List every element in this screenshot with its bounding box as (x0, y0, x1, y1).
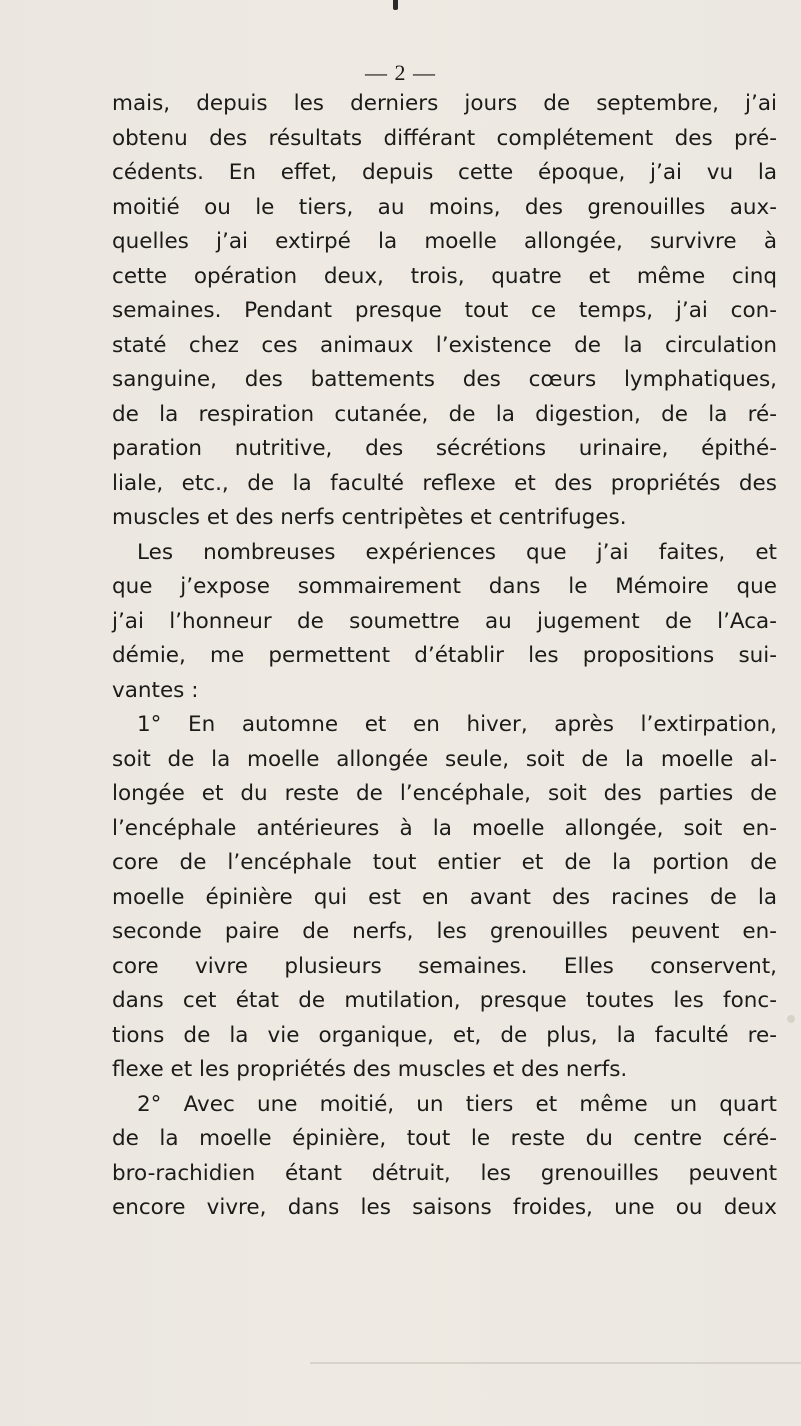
text-line: sanguine, des battements des cœurs lymphatiques, (112, 367, 777, 392)
text-line: démie, me permettent d’établir les propositions sui- (112, 643, 777, 668)
text-line: cédents. En effet, depuis cette époque, j’ai vu la (112, 160, 777, 185)
text-line: paration nutritive, des sécrétions urinaire, épithé- (112, 436, 777, 461)
text-line: longée et du reste de l’encéphale, soit des parties de (112, 781, 777, 806)
text-line: encore vivre, dans les saisons froides, une ou deux (112, 1195, 777, 1220)
text-line: Les nombreuses expériences que j’ai faites, et (137, 539, 777, 565)
text-line: seconde paire de nerfs, les grenouilles peuvent en- (112, 919, 777, 944)
text-line: bro-rachidien étant détruit, les grenouilles peuvent (112, 1160, 777, 1186)
text-line: mais, depuis les derniers jours de septembre, j’ai (112, 91, 777, 116)
text-line: core de l’encéphale tout entier et de la portion de (112, 850, 777, 875)
text-line: muscles et des nerfs centripètes et centrifuges. (112, 505, 627, 530)
page-number: — 2 — (365, 60, 436, 85)
text-line: de la respiration cutanée, de la digestion, de la ré- (112, 401, 777, 427)
top-bleed-mark (393, 0, 398, 10)
text-line: 1° En automne et en hiver, après l’extirpation, (137, 712, 777, 737)
text-line: j’ai l’honneur de soumettre au jugement de l’Aca- (112, 608, 777, 634)
text-line: vantes : (112, 677, 199, 703)
text-line: soit de la moelle allongée seule, soit de la moelle al- (112, 746, 777, 772)
text-line: flexe et les propriétés des muscles et des nerfs. (112, 1057, 628, 1082)
text-line: 2° Avec une moitié, un tiers et même un quart (137, 1091, 777, 1117)
text-line: cette opération deux, trois, quatre et même cinq (112, 263, 777, 289)
text-line: de la moelle épinière, tout le reste du centre céré- (112, 1126, 777, 1151)
text-line: staté chez ces animaux l’existence de la circulation (112, 332, 777, 358)
body-text (112, 84, 777, 1220)
text-line: que j’expose sommairement dans le Mémoire que (112, 574, 777, 599)
text-line: dans cet état de mutilation, presque toutes les fonc- (112, 988, 777, 1013)
text-line: moitié ou le tiers, au moins, des grenouilles aux- (112, 194, 777, 220)
text-line: obtenu des résultats différant complétement des pré- (112, 125, 777, 151)
text-line: tions de la vie organique, et, de plus, la faculté re- (112, 1022, 777, 1048)
text-line: l’encéphale antérieures à la moelle allongée, soit en- (112, 815, 777, 841)
text-line: quelles j’ai extirpé la moelle allongée, survivre à (112, 229, 777, 254)
text-line: liale, etc., de la faculté reflexe et des propriétés des (112, 470, 777, 496)
paper-shadow-line (310, 1362, 801, 1364)
paper-speck (787, 1015, 795, 1023)
text-line: moelle épinière qui est en avant des racines de la (112, 884, 777, 910)
text-line: core vivre plusieurs semaines. Elles conservent, (112, 953, 777, 979)
text-line: semaines. Pendant presque tout ce temps, j’ai con- (112, 298, 777, 323)
